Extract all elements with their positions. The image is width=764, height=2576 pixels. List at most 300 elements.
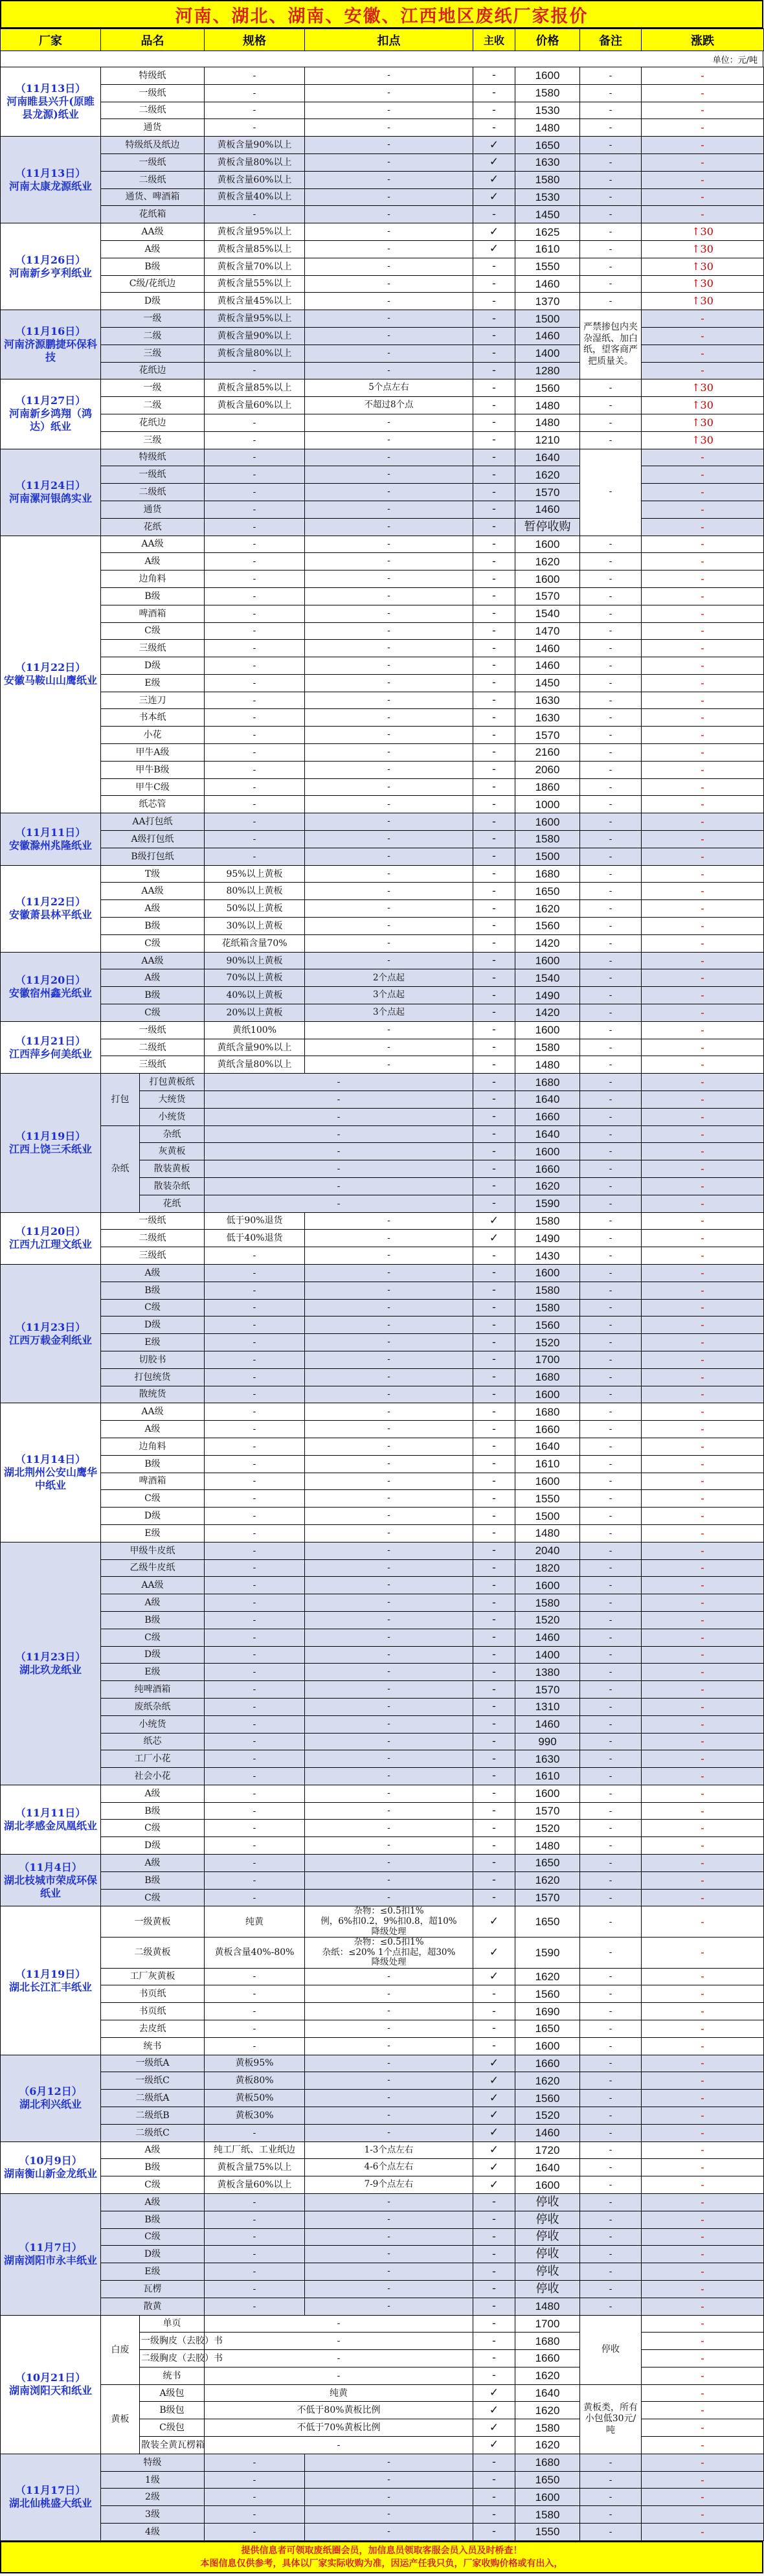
remark: -	[580, 2489, 642, 2506]
price: 1280	[515, 362, 580, 379]
change: -	[642, 206, 764, 223]
product-name: 边角料	[101, 571, 205, 588]
product-name: 单页	[140, 2315, 205, 2333]
table-row	[1, 813, 764, 831]
remark: -	[580, 934, 642, 952]
main-collect: -	[473, 1074, 515, 1091]
deduction: -	[305, 1421, 473, 1438]
table-row	[1, 1039, 764, 1056]
spec: -	[205, 1968, 305, 1985]
unit-label: 单位：元/吨	[712, 55, 758, 65]
product-name: 散黄	[101, 2298, 205, 2315]
price: 1560	[515, 1316, 580, 1334]
main-collect: ✓	[473, 1968, 515, 1985]
main-collect: -	[473, 2350, 515, 2367]
main-collect: -	[473, 1438, 515, 1455]
factory-name: （10月9日） 湖南衡山新金龙纸业	[1, 2141, 101, 2193]
remark: -	[580, 2055, 642, 2072]
main-collect: -	[473, 1750, 515, 1768]
spec: 黄板含量80%以上	[205, 153, 305, 171]
main-collect: -	[473, 362, 515, 379]
product-name: 花纸箱	[101, 206, 205, 223]
spec: -	[205, 2020, 305, 2037]
spec: -	[205, 1785, 305, 1802]
main-collect: -	[473, 431, 515, 449]
change: -	[642, 2280, 764, 2298]
table-row	[1, 1785, 764, 1802]
change: -	[642, 918, 764, 935]
change: -	[642, 67, 764, 85]
spec: 黄板含量85%以上	[205, 379, 305, 397]
spec: -	[205, 744, 305, 762]
change: -	[642, 1178, 764, 1195]
change: -	[642, 571, 764, 588]
spec: -	[205, 1421, 305, 1438]
remark: -	[580, 1785, 642, 1802]
table-row	[1, 587, 764, 605]
product-name: 通货、啤酒箱	[101, 188, 205, 206]
table-row	[1, 674, 764, 692]
spec: -	[205, 657, 305, 675]
remark: -	[580, 1594, 642, 1612]
price: 1580	[515, 1212, 580, 1230]
remark: -	[580, 813, 642, 831]
remark: -	[580, 1611, 642, 1629]
deduction: -	[305, 2124, 473, 2141]
spec: -	[205, 1820, 305, 1837]
deduction: -	[305, 153, 473, 171]
table-row	[1, 275, 764, 293]
factory-name: （11月13日） 河南太康龙源纸业	[1, 137, 101, 223]
price: 1600	[515, 1264, 580, 1282]
change: -	[642, 1889, 764, 1906]
spec: -	[205, 1438, 305, 1455]
product-name: AA级	[101, 1577, 205, 1594]
main-collect: ✓	[473, 1212, 515, 1230]
remark: -	[580, 2107, 642, 2124]
spec: -	[205, 1125, 473, 1143]
product-name: 三级纸	[101, 1247, 205, 1265]
spec: -	[205, 206, 305, 223]
spec: 不低于80%黄板比例	[205, 2402, 473, 2419]
change: -	[642, 2159, 764, 2176]
spec: -	[205, 1264, 305, 1282]
product-name: 三级	[101, 345, 205, 362]
remark: -	[580, 1473, 642, 1490]
change: -	[642, 605, 764, 622]
price: 1460	[515, 2124, 580, 2141]
main-collect: -	[473, 466, 515, 484]
spec: -	[205, 1351, 305, 1368]
table-row	[1, 2072, 764, 2090]
change: -	[642, 1611, 764, 1629]
table-row	[1, 1629, 764, 1646]
remark: -	[580, 1820, 642, 1837]
table-row	[1, 1056, 764, 1074]
spec: -	[205, 1508, 305, 1525]
deduction: -	[305, 2246, 473, 2263]
price: 1600	[515, 2489, 580, 2506]
change: -	[642, 84, 764, 102]
table-row	[1, 1004, 764, 1022]
deduction: -	[305, 1524, 473, 1542]
deduction: -	[305, 831, 473, 848]
remark: -	[580, 709, 642, 727]
remark: -	[580, 137, 642, 154]
price: 1460	[515, 501, 580, 518]
price: 1560	[515, 918, 580, 935]
price: 1680	[515, 2333, 580, 2350]
change: -	[642, 1785, 764, 1802]
table-row	[1, 1351, 764, 1368]
price: 1500	[515, 1508, 580, 1525]
change: -	[642, 1264, 764, 1282]
spec: -	[205, 102, 305, 119]
product-name: 通货	[101, 501, 205, 518]
main-collect: -	[473, 1004, 515, 1022]
main-collect: -	[473, 1178, 515, 1195]
product-name: A级	[101, 1594, 205, 1612]
change: -	[642, 1968, 764, 1985]
product-name: B级	[101, 258, 205, 275]
change: -	[642, 1282, 764, 1299]
main-collect: -	[473, 2506, 515, 2524]
deduction: -	[305, 1855, 473, 1872]
deduction: -	[305, 258, 473, 275]
main-collect: -	[473, 883, 515, 900]
table-row	[1, 1611, 764, 1629]
deduction: -	[305, 674, 473, 692]
price: 1600	[515, 1473, 580, 1490]
change: -	[642, 1715, 764, 1733]
price: 1490	[515, 1230, 580, 1247]
spec: 花纸箱含量70%	[205, 934, 305, 952]
remark: -	[580, 952, 642, 969]
change: -	[642, 1143, 764, 1160]
price: 暂停收购	[515, 518, 580, 536]
price: 1600	[515, 1021, 580, 1039]
deduction: -	[305, 848, 473, 865]
table-row	[1, 934, 764, 952]
main-collect: -	[473, 1108, 515, 1125]
spec: -	[205, 813, 305, 831]
group-label: 黄板	[101, 2384, 140, 2454]
product-name: 花纸	[140, 1195, 205, 1212]
price: 1540	[515, 605, 580, 622]
product-name: AA级	[101, 536, 205, 553]
deduction: -	[305, 2003, 473, 2020]
product-name: C级	[101, 1629, 205, 1646]
main-collect: -	[473, 1264, 515, 1282]
price: 1430	[515, 1247, 580, 1265]
change: -	[642, 1316, 764, 1334]
spec: -	[205, 1403, 305, 1421]
product-name: 灰黄板	[140, 1143, 205, 1160]
change: -	[642, 137, 764, 154]
table-row	[1, 466, 764, 484]
table-row	[1, 171, 764, 188]
product-name: D级	[101, 293, 205, 310]
main-collect: -	[473, 813, 515, 831]
product-name: C级	[101, 1004, 205, 1022]
table-row	[1, 1594, 764, 1612]
change: -	[642, 865, 764, 883]
table-row	[1, 1403, 764, 1421]
product-name: 二级纸A	[101, 2090, 205, 2107]
change: -	[642, 622, 764, 640]
main-collect: -	[473, 1855, 515, 1872]
spec: -	[205, 1524, 305, 1542]
remark: -	[580, 1438, 642, 1455]
spec: -	[205, 622, 305, 640]
table-row	[1, 310, 764, 328]
product-name: 一级纸A	[101, 2055, 205, 2072]
remark: -	[580, 431, 642, 449]
product-name: 纯啤酒箱	[101, 1681, 205, 1699]
deduction: -	[305, 1698, 473, 1715]
price: 停收	[515, 2193, 580, 2211]
deduction: -	[305, 206, 473, 223]
remark: -	[580, 1247, 642, 1265]
main-collect: -	[473, 1524, 515, 1542]
deduction: -	[305, 1733, 473, 1750]
remark: -	[580, 2263, 642, 2281]
deduction: -	[305, 727, 473, 744]
table-row	[1, 761, 764, 778]
product-name: A级	[101, 1855, 205, 1872]
remark: -	[580, 153, 642, 171]
deduction: -	[305, 2263, 473, 2281]
main-collect: -	[473, 640, 515, 657]
change: -	[642, 934, 764, 952]
price: 1630	[515, 692, 580, 709]
table-row	[1, 692, 764, 709]
deduction: -	[305, 67, 473, 85]
main-collect: -	[473, 1802, 515, 1820]
price: 1580	[515, 1594, 580, 1612]
spec: 黄板含量40%以上	[205, 188, 305, 206]
remark: -	[580, 2003, 642, 2020]
spec: -	[205, 518, 305, 536]
spec: -	[205, 796, 305, 813]
footer-line-1: 提供信息者可领取废纸圈会员，加信息员领取客服会员入员及时桥查！	[241, 2545, 522, 2556]
deduction: -	[305, 692, 473, 709]
spec: -	[205, 1455, 305, 1473]
spec: -	[205, 1160, 473, 1178]
remark: -	[580, 2090, 642, 2107]
deduction: -	[305, 1299, 473, 1316]
product-name: 通货	[101, 119, 205, 137]
table-row	[1, 240, 764, 258]
main-collect: -	[473, 952, 515, 969]
deduction: -	[305, 449, 473, 466]
deduction: -	[305, 1403, 473, 1421]
change: -	[642, 1403, 764, 1421]
main-collect: -	[473, 501, 515, 518]
deduction: 4-6个点左右	[305, 2159, 473, 2176]
remark: -	[580, 240, 642, 258]
table-row	[1, 1230, 764, 1247]
remark: 黄板类，所有小包低30元/吨	[580, 2384, 642, 2454]
product-name: 散装杂纸	[140, 1178, 205, 1195]
table-row	[1, 1282, 764, 1299]
deduction: -	[305, 1968, 473, 1985]
remark: -	[580, 1160, 642, 1178]
price: 1630	[515, 709, 580, 727]
change: -	[642, 102, 764, 119]
deduction: -	[305, 310, 473, 328]
deduction: -	[305, 744, 473, 762]
change: -	[642, 1664, 764, 1681]
change: -	[642, 2211, 764, 2228]
change: -	[642, 536, 764, 553]
table-row	[1, 153, 764, 171]
table-row	[1, 1334, 764, 1351]
product-name: 大统货	[140, 1091, 205, 1109]
spec: -	[205, 1247, 305, 1265]
table-row	[1, 2280, 764, 2298]
deduction: -	[305, 657, 473, 675]
price: 1580	[515, 831, 580, 848]
change: -	[642, 2124, 764, 2141]
remark: -	[580, 2193, 642, 2211]
main-collect: -	[473, 778, 515, 796]
change: -	[642, 1750, 764, 1768]
change: -	[642, 310, 764, 328]
table-row	[1, 1802, 764, 1820]
change: -	[642, 2072, 764, 2090]
spec: 低于40%退货	[205, 1230, 305, 1247]
spec: -	[205, 778, 305, 796]
change: -	[642, 188, 764, 206]
product-name: 2级	[101, 2489, 205, 2506]
change: -	[642, 2107, 764, 2124]
spec: -	[205, 709, 305, 727]
price: 1650	[515, 137, 580, 154]
remark: -	[580, 657, 642, 675]
product-name: E级	[101, 1524, 205, 1542]
spec: -	[205, 1768, 305, 1785]
spec: -	[205, 1646, 305, 1664]
deduction: -	[305, 553, 473, 571]
deduction: 2个点起	[305, 969, 473, 987]
main-collect: -	[473, 1039, 515, 1056]
product-name: 一级黄板	[101, 1906, 205, 1938]
table-row	[1, 1733, 764, 1750]
product-name: C级	[101, 1299, 205, 1316]
deduction: -	[305, 2524, 473, 2541]
spec: -	[205, 2003, 305, 2020]
price: 1620	[515, 900, 580, 918]
main-collect: -	[473, 1871, 515, 1889]
spec: -	[205, 1611, 305, 1629]
col-header-change: 涨跌	[642, 29, 764, 51]
change: -	[642, 2350, 764, 2367]
price: 1460	[515, 1715, 580, 1733]
spec: 黄板50%	[205, 2090, 305, 2107]
change: -	[642, 761, 764, 778]
deduction: 杂物：≤0.5扣1% 杂纸：≤20% 1个点扣起，超30% 降级处理	[305, 1938, 473, 1969]
main-collect: -	[473, 605, 515, 622]
table-row	[1, 1871, 764, 1889]
spec: 黄纸含量90%以上	[205, 1039, 305, 1056]
price: 1540	[515, 969, 580, 987]
price: 1650	[515, 1855, 580, 1872]
main-collect: -	[473, 2228, 515, 2246]
product-name: 小统货	[101, 1715, 205, 1733]
table-row	[1, 414, 764, 431]
main-collect: -	[473, 1421, 515, 1438]
main-collect: -	[473, 67, 515, 85]
product-name: E级	[101, 1334, 205, 1351]
product-name: D级	[101, 657, 205, 675]
table-row	[1, 1490, 764, 1508]
product-name: 三级	[101, 431, 205, 449]
price: 1000	[515, 796, 580, 813]
price: 1480	[515, 1056, 580, 1074]
price: 1480	[515, 119, 580, 137]
table-row	[1, 900, 764, 918]
deduction: -	[305, 484, 473, 501]
table-row	[1, 1698, 764, 1715]
group-label: 白废	[101, 2315, 140, 2384]
price: 1500	[515, 310, 580, 328]
table-row	[1, 258, 764, 275]
change: -	[642, 2263, 764, 2281]
price: 1610	[515, 240, 580, 258]
col-header-spec: 规格	[205, 29, 305, 51]
deduction: -	[305, 518, 473, 536]
deduction: -	[305, 2228, 473, 2246]
footer-notice	[0, 2541, 763, 2573]
main-collect: -	[473, 1733, 515, 1750]
change: -	[642, 987, 764, 1004]
group-label: 打包	[101, 1074, 140, 1125]
price: 1500	[515, 848, 580, 865]
remark: -	[580, 1629, 642, 1646]
price: 1640	[515, 2159, 580, 2176]
price: 1550	[515, 2524, 580, 2541]
spec: 黄板含量90%以上	[205, 327, 305, 345]
deduction: -	[305, 2471, 473, 2489]
change: -	[642, 1004, 764, 1022]
deduction: -	[305, 327, 473, 345]
remark: -	[580, 2124, 642, 2141]
table-row	[1, 2020, 764, 2037]
spec: -	[205, 2454, 305, 2471]
price: 1680	[515, 1403, 580, 1421]
change: -	[642, 1542, 764, 1559]
main-collect: ✓	[473, 137, 515, 154]
price-table	[0, 28, 764, 51]
group-label: 杂纸	[101, 1125, 140, 1212]
table-row	[1, 1646, 764, 1664]
change: -	[642, 171, 764, 188]
main-collect: -	[473, 414, 515, 431]
remark: 严禁掺包内夹杂湿纸、加白纸，望客商严把质量关。	[580, 310, 642, 379]
table-row	[1, 1299, 764, 1316]
deduction: 5个点左右	[305, 379, 473, 397]
change: -	[642, 2419, 764, 2437]
price: 1640	[515, 1438, 580, 1455]
spec: -	[205, 1577, 305, 1594]
deduction: -	[305, 1334, 473, 1351]
main-collect: ✓	[473, 188, 515, 206]
change: -	[642, 2228, 764, 2246]
deduction: -	[305, 952, 473, 969]
price: 1660	[515, 1108, 580, 1125]
table-row	[1, 709, 764, 727]
